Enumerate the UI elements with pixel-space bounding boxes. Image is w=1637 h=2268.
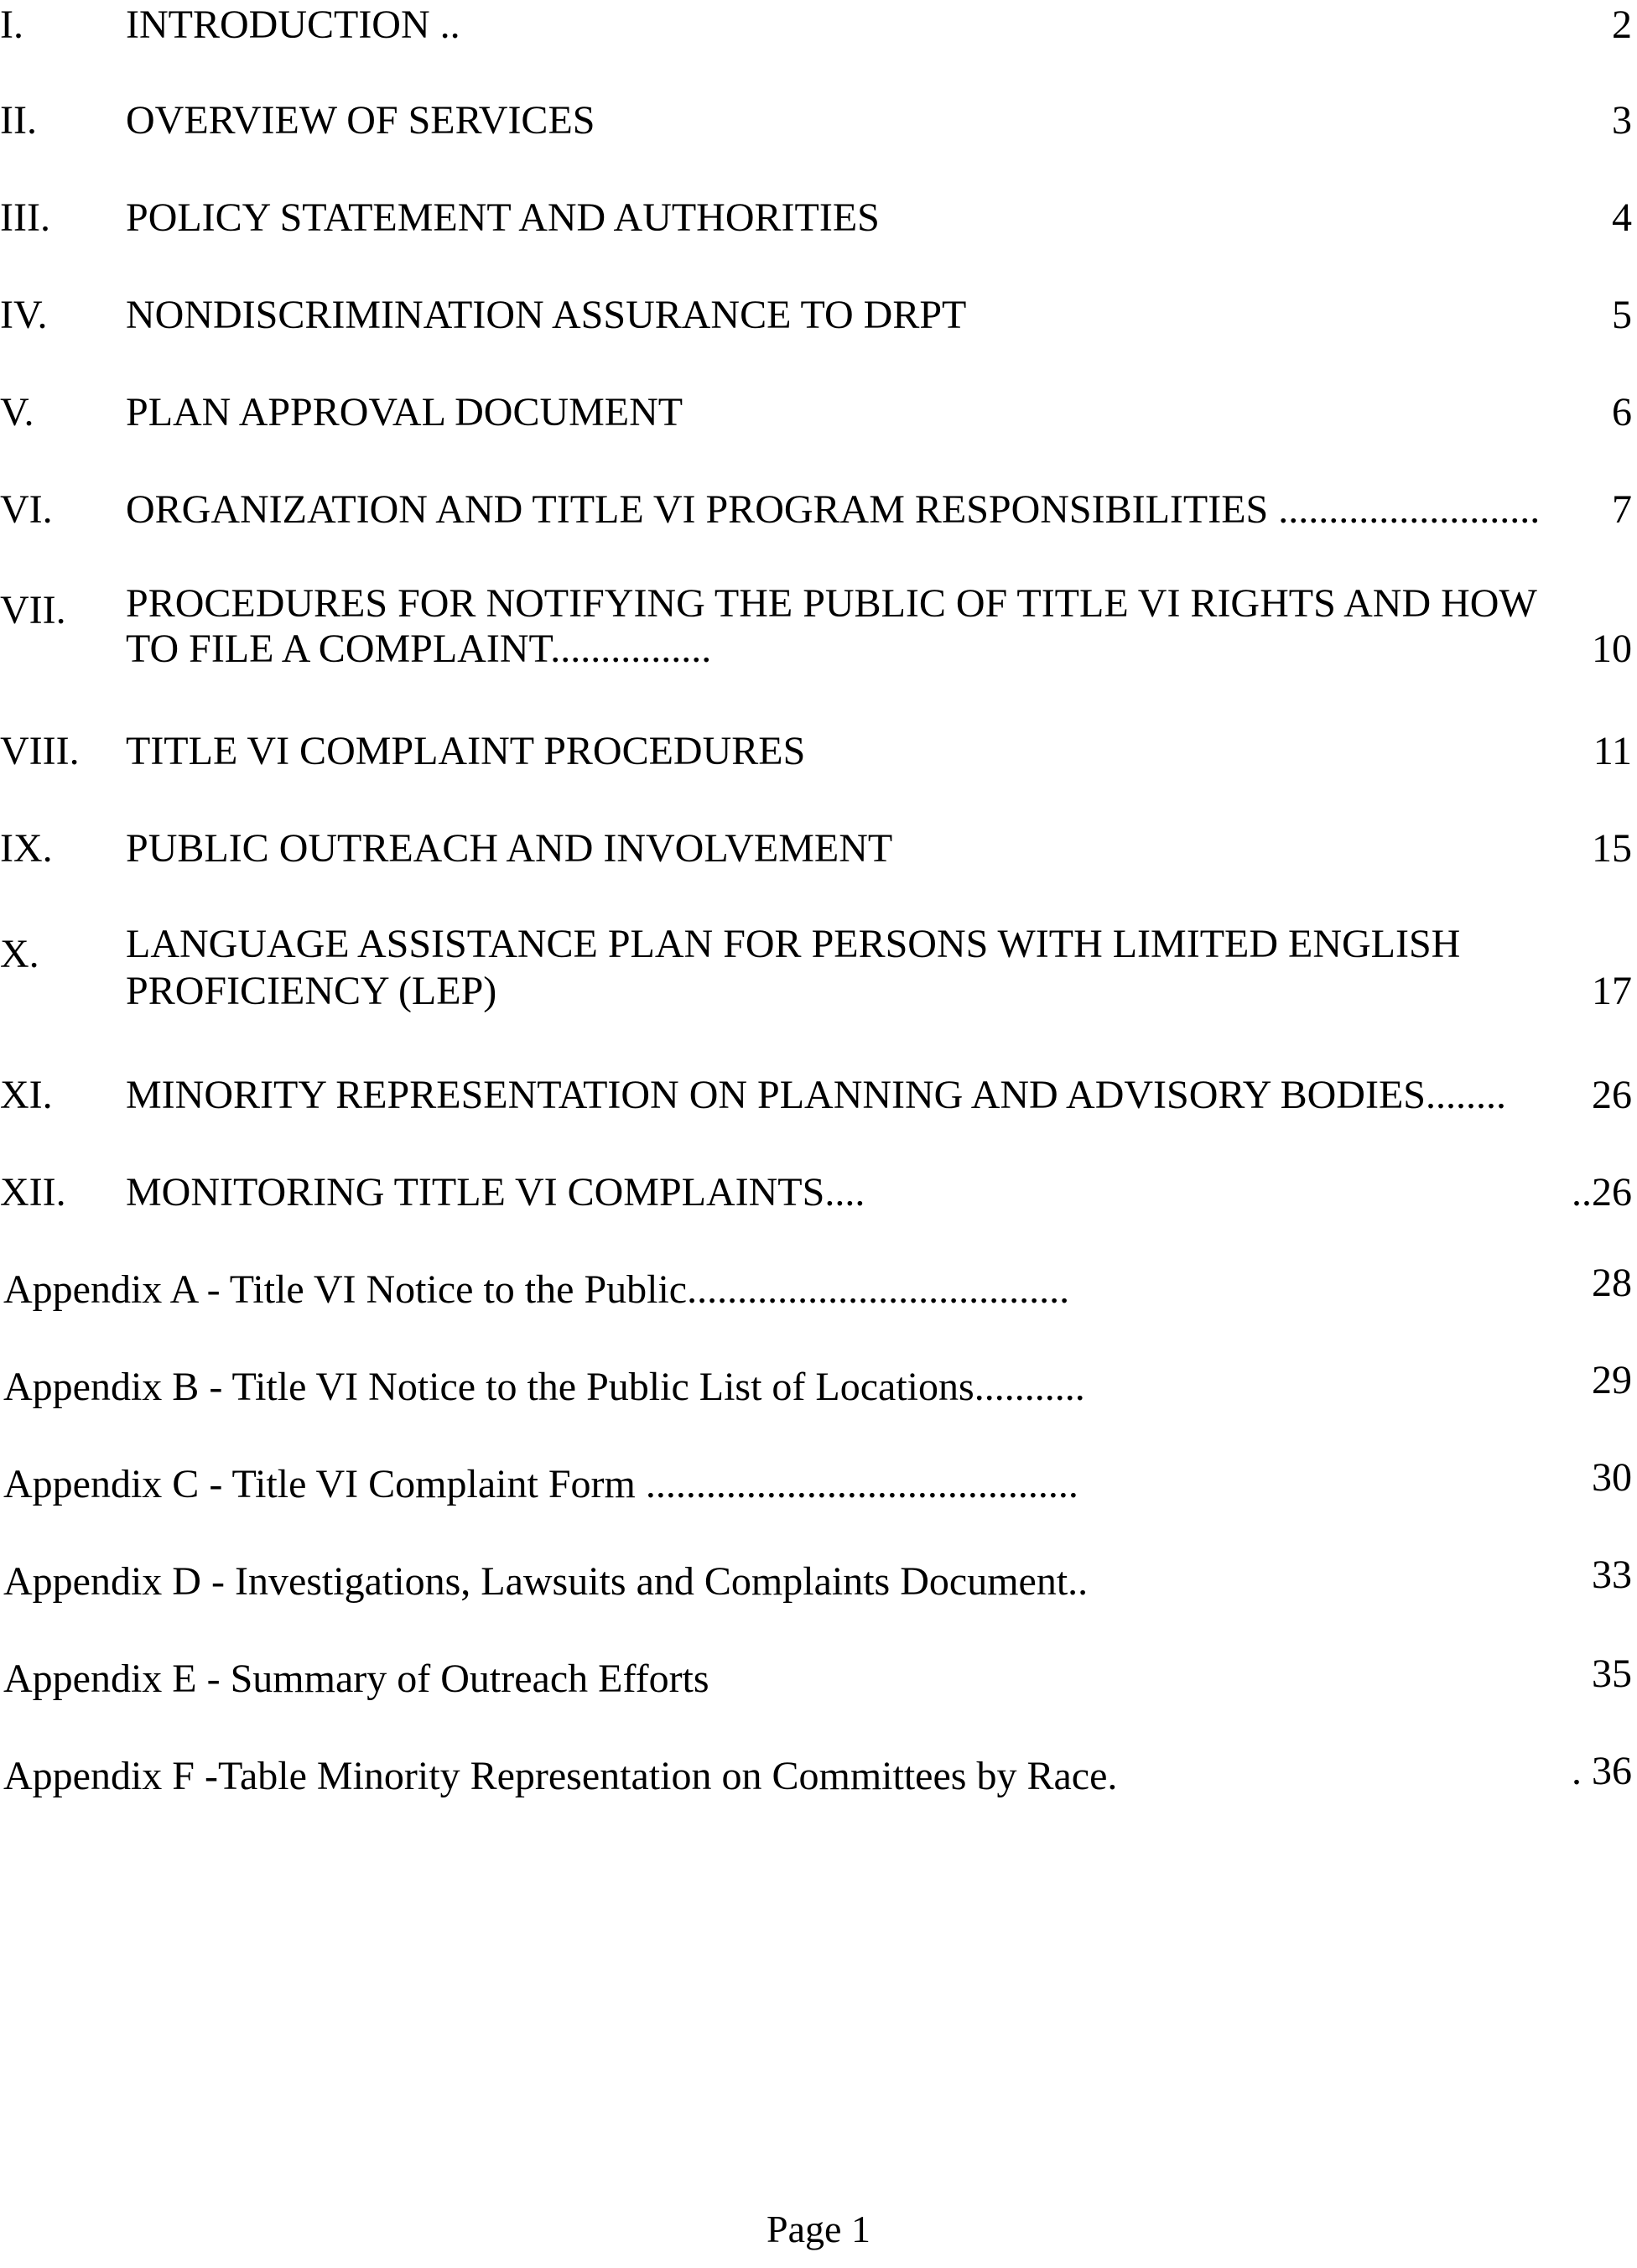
toc-appendix-b <box>0 1358 1637 1464</box>
toc-title: PUBLIC OUTREACH AND INVOLVEMENT <box>126 826 893 871</box>
toc-page-number: 28 <box>1592 1261 1632 1305</box>
toc-entry-1 <box>0 0 1637 101</box>
appendix-title: Appendix C - Title VI Complaint Form ........................................... <box>3 1462 1078 1506</box>
toc-appendix-c <box>0 1455 1637 1562</box>
toc-number: VII. <box>0 588 66 632</box>
appendix-title: Appendix E - Summary of Outreach Efforts <box>3 1657 709 1701</box>
toc-number: I. <box>0 3 23 47</box>
toc-entry-12 <box>0 1169 1637 1270</box>
toc-number: III. <box>0 195 50 240</box>
toc-title: ORGANIZATION AND TITLE VI PROGRAM RESPONSIBILITIES .......................... <box>126 487 1541 532</box>
toc-number: XII. <box>0 1170 66 1215</box>
toc-page-number: 2 <box>1612 3 1632 47</box>
toc-title: MINORITY REPRESENTATION ON PLANNING AND ADVISORY BODIES........ <box>126 1073 1506 1117</box>
toc-page-number: 35 <box>1592 1652 1632 1696</box>
toc-title: PLAN APPROVAL DOCUMENT <box>126 390 683 434</box>
toc-page-number: 17 <box>1592 969 1632 1013</box>
toc-page-number: 33 <box>1592 1553 1632 1597</box>
toc-number: IX. <box>0 826 53 871</box>
toc-entry-5 <box>0 389 1637 490</box>
toc-appendix-d <box>0 1553 1637 1659</box>
toc-page-number: 3 <box>1612 98 1632 143</box>
toc-title: OVERVIEW OF SERVICES <box>126 98 595 143</box>
appendix-title: Appendix B - Title VI Notice to the Public List of Locations........... <box>3 1365 1085 1409</box>
toc-page-number: 26 <box>1592 1073 1632 1117</box>
toc-number: X. <box>0 932 39 976</box>
toc-number: V. <box>0 390 34 434</box>
toc-title: NONDISCRIMINATION ASSURANCE TO DRPT <box>126 293 967 337</box>
toc-page-number: 5 <box>1612 293 1632 337</box>
toc-page-number: 29 <box>1592 1358 1632 1402</box>
appendix-title: Appendix D - Investigations, Lawsuits and Complaints Document.. <box>3 1559 1089 1604</box>
toc-number: IV. <box>0 293 48 337</box>
toc-title-continued: TO FILE A COMPLAINT................ <box>126 627 712 671</box>
toc-number: VIII. <box>0 729 80 773</box>
toc-entry-9 <box>0 825 1637 926</box>
toc-title: PROCEDURES FOR NOTIFYING THE PUBLIC OF TITLE VI RIGHTS AND HOW <box>126 581 1537 626</box>
toc-number: II. <box>0 98 37 143</box>
toc-entry-6 <box>0 486 1637 587</box>
toc-page-number: 15 <box>1592 826 1632 871</box>
toc-page-number: 11 <box>1593 729 1632 773</box>
toc-appendix-f <box>0 1749 1637 1854</box>
page-footer-number: Page 1 <box>767 2208 870 2250</box>
toc-entry-11 <box>0 1072 1637 1173</box>
toc-entry-2 <box>0 97 1637 198</box>
appendix-title: Appendix F -Table Minority Representation on Committees by Race. <box>3 1754 1118 1798</box>
toc-title-continued: PROFICIENCY (LEP) <box>126 969 497 1013</box>
toc-title: POLICY STATEMENT AND AUTHORITIES <box>126 195 880 240</box>
toc-entry-10 <box>0 921 1637 1030</box>
toc-number: XI. <box>0 1073 53 1117</box>
toc-title: LANGUAGE ASSISTANCE PLAN FOR PERSONS WITH LIMITED ENGLISH <box>126 922 1461 966</box>
toc-page-number: 30 <box>1592 1455 1632 1500</box>
toc-page-number: 7 <box>1612 487 1632 532</box>
toc-page-number: 10 <box>1592 627 1632 671</box>
toc-number: VI. <box>0 487 53 532</box>
toc-page-number: . 36 <box>1572 1749 1632 1793</box>
toc-page-number: 6 <box>1612 390 1632 434</box>
toc-title: MONITORING TITLE VI COMPLAINTS.... <box>126 1170 865 1215</box>
toc-page-number: ..26 <box>1572 1170 1632 1215</box>
toc-entry-7 <box>0 579 1637 688</box>
toc-entry-3 <box>0 195 1637 295</box>
toc-title: TITLE VI COMPLAINT PROCEDURES <box>126 729 806 773</box>
toc-appendix-e <box>0 1652 1637 1756</box>
toc-title: INTRODUCTION .. <box>126 3 460 47</box>
toc-entry-4 <box>0 292 1637 393</box>
toc-entry-8 <box>0 728 1637 829</box>
appendix-title: Appendix A - Title VI Notice to the Public...................................... <box>3 1267 1070 1312</box>
toc-appendix-a <box>0 1261 1637 1367</box>
toc-page-number: 4 <box>1612 195 1632 240</box>
